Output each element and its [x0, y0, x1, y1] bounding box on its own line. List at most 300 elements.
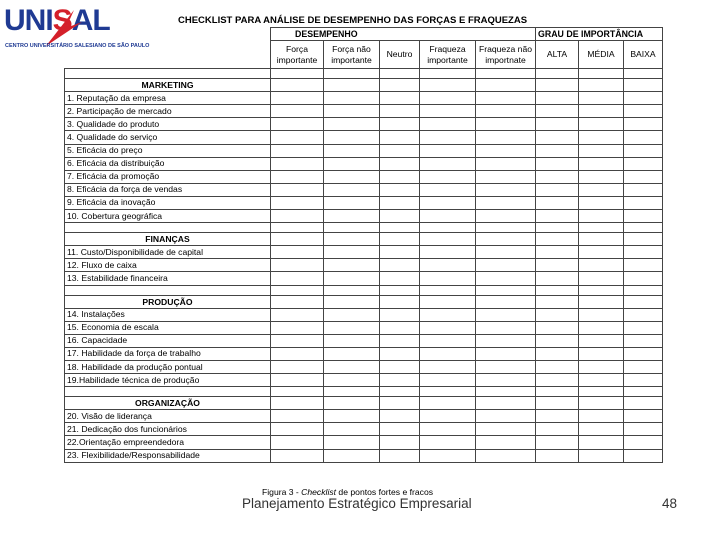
checklist-cell[interactable] — [624, 118, 663, 131]
checklist-cell[interactable] — [271, 79, 324, 92]
checklist-cell[interactable] — [380, 79, 420, 92]
checklist-cell[interactable] — [324, 360, 380, 373]
checklist-cell[interactable] — [271, 321, 324, 334]
table-row — [65, 118, 663, 131]
checklist-cell[interactable] — [579, 105, 624, 118]
checklist-cell[interactable] — [579, 436, 624, 449]
checklist-cell[interactable] — [624, 157, 663, 170]
table-row — [65, 210, 663, 223]
checklist-cell[interactable] — [420, 295, 476, 308]
checklist-cell[interactable] — [476, 92, 536, 105]
table-row — [65, 374, 663, 387]
checklist-cell[interactable] — [624, 295, 663, 308]
checklist-cell[interactable] — [420, 436, 476, 449]
checklist-cell[interactable] — [536, 144, 579, 157]
spacer-row — [65, 223, 663, 233]
checklist-cell[interactable] — [476, 144, 536, 157]
checklist-cell[interactable] — [536, 183, 579, 196]
checklist-cell[interactable] — [476, 397, 536, 410]
criterion-label: 13. Estabilidade financeira — [65, 272, 271, 285]
checklist-cell[interactable] — [324, 423, 380, 436]
checklist-cell[interactable] — [579, 92, 624, 105]
checklist-cell[interactable] — [420, 387, 476, 397]
checklist-cell[interactable] — [536, 308, 579, 321]
checklist-cell[interactable] — [536, 449, 579, 462]
checklist-cell[interactable] — [579, 374, 624, 387]
checklist-cell[interactable] — [476, 157, 536, 170]
checklist-cell[interactable] — [579, 183, 624, 196]
column-header: Fraqueza importante — [420, 41, 476, 69]
checklist-cell[interactable] — [579, 118, 624, 131]
checklist-cell[interactable] — [476, 210, 536, 223]
column-header: Força importante — [271, 41, 324, 69]
checklist-cell[interactable] — [380, 233, 420, 246]
checklist-cell[interactable] — [324, 246, 380, 259]
checklist-cell[interactable] — [476, 170, 536, 183]
checklist-cell[interactable] — [476, 79, 536, 92]
criterion-label: 18. Habilidade da produção pontual — [65, 360, 271, 373]
checklist-cell[interactable] — [420, 259, 476, 272]
checklist-cell[interactable] — [624, 410, 663, 423]
checklist-cell[interactable] — [271, 233, 324, 246]
checklist-cell[interactable] — [324, 233, 380, 246]
checklist-cell[interactable] — [271, 118, 324, 131]
criterion-label: 19.Habilidade técnica de produção — [65, 374, 271, 387]
checklist-cell[interactable] — [380, 360, 420, 373]
checklist-cell[interactable] — [420, 79, 476, 92]
checklist-cell[interactable] — [420, 92, 476, 105]
checklist-cell[interactable] — [624, 210, 663, 223]
section-title: FINANÇAS — [65, 233, 271, 246]
section-title: MARKETING — [65, 79, 271, 92]
checklist-cell[interactable] — [380, 92, 420, 105]
checklist-cell[interactable] — [324, 347, 380, 360]
checklist-cell[interactable] — [579, 410, 624, 423]
checklist-cell[interactable] — [579, 334, 624, 347]
checklist-cell[interactable] — [380, 295, 420, 308]
checklist-cell[interactable] — [420, 170, 476, 183]
checklist-cell[interactable] — [536, 374, 579, 387]
criterion-label: 8. Eficácia da força de vendas — [65, 183, 271, 196]
checklist-cell[interactable] — [579, 69, 624, 79]
checklist-cell[interactable] — [324, 118, 380, 131]
figure-caption: Figura 3 - Checklist de pontos fortes e fracos — [262, 487, 434, 497]
checklist-cell[interactable] — [380, 272, 420, 285]
table-row — [65, 92, 663, 105]
checklist-cell[interactable] — [579, 79, 624, 92]
checklist-cell[interactable] — [420, 272, 476, 285]
checklist-cell[interactable] — [271, 360, 324, 373]
table-row — [65, 423, 663, 436]
table-row — [65, 321, 663, 334]
checklist-cell[interactable] — [324, 387, 380, 397]
checklist-cell[interactable] — [65, 69, 271, 79]
checklist-cell[interactable] — [579, 285, 624, 295]
checklist-cell[interactable] — [324, 410, 380, 423]
checklist-cell[interactable] — [624, 79, 663, 92]
criterion-label: 14. Instalações — [65, 308, 271, 321]
checklist-cell[interactable] — [380, 105, 420, 118]
checklist-cell[interactable] — [380, 259, 420, 272]
checklist-cell[interactable] — [624, 347, 663, 360]
checklist-cell[interactable] — [380, 423, 420, 436]
checklist-cell[interactable] — [579, 157, 624, 170]
criterion-label: 4. Qualidade do serviço — [65, 131, 271, 144]
checklist-cell[interactable] — [624, 308, 663, 321]
checklist-cell[interactable] — [476, 374, 536, 387]
checklist-cell[interactable] — [476, 295, 536, 308]
column-header: Neutro — [380, 41, 420, 69]
checklist-cell[interactable] — [579, 347, 624, 360]
checklist-cell[interactable] — [624, 360, 663, 373]
criterion-label: 21. Dedicação dos funcionários — [65, 423, 271, 436]
checklist-cell[interactable] — [624, 105, 663, 118]
checklist-cell[interactable] — [271, 285, 324, 295]
checklist-cell[interactable] — [324, 183, 380, 196]
criterion-label: 3. Qualidade do produto — [65, 118, 271, 131]
checklist-cell[interactable] — [579, 387, 624, 397]
checklist-cell[interactable] — [271, 105, 324, 118]
checklist-cell[interactable] — [579, 321, 624, 334]
checklist-cell[interactable] — [579, 397, 624, 410]
checklist-cell[interactable] — [324, 92, 380, 105]
checklist-cell[interactable] — [271, 259, 324, 272]
checklist-cell[interactable] — [271, 423, 324, 436]
checklist-cell[interactable] — [420, 410, 476, 423]
checklist-cell[interactable] — [476, 246, 536, 259]
checklist-cell[interactable] — [536, 196, 579, 209]
checklist-cell[interactable] — [271, 210, 324, 223]
checklist-cell[interactable] — [536, 79, 579, 92]
header-row-2 — [65, 41, 663, 69]
criterion-label: 12. Fluxo de caixa — [65, 259, 271, 272]
checklist-cell[interactable] — [579, 196, 624, 209]
checklist-cell[interactable] — [579, 449, 624, 462]
checklist-cell[interactable] — [380, 321, 420, 334]
checklist-cell[interactable] — [420, 423, 476, 436]
checklist-cell[interactable] — [324, 196, 380, 209]
checklist-cell[interactable] — [271, 295, 324, 308]
checklist-cell[interactable] — [65, 223, 271, 233]
checklist-cell[interactable] — [380, 387, 420, 397]
checklist-cell[interactable] — [579, 308, 624, 321]
table-row — [65, 347, 663, 360]
checklist-cell[interactable] — [476, 436, 536, 449]
table-row — [65, 246, 663, 259]
checklist-cell[interactable] — [420, 69, 476, 79]
checklist-cell[interactable] — [536, 285, 579, 295]
checklist-cell[interactable] — [271, 246, 324, 259]
checklist-cell[interactable] — [624, 223, 663, 233]
checklist-cell[interactable] — [476, 308, 536, 321]
checklist-cell[interactable] — [271, 374, 324, 387]
checklist-cell[interactable] — [420, 131, 476, 144]
criterion-label: 17. Habilidade da força de trabalho — [65, 347, 271, 360]
checklist-cell[interactable] — [536, 233, 579, 246]
section-header-row — [65, 397, 663, 410]
table-row — [65, 196, 663, 209]
checklist-cell[interactable] — [476, 105, 536, 118]
checklist-cell[interactable] — [324, 285, 380, 295]
checklist-cell[interactable] — [476, 347, 536, 360]
checklist-cell[interactable] — [271, 69, 324, 79]
section-title: PRODUÇÃO — [65, 295, 271, 308]
checklist-cell[interactable] — [579, 360, 624, 373]
checklist-cell[interactable] — [420, 144, 476, 157]
checklist-cell[interactable] — [536, 259, 579, 272]
checklist-cell[interactable] — [420, 223, 476, 233]
checklist-cell[interactable] — [420, 397, 476, 410]
checklist-cell[interactable] — [624, 259, 663, 272]
checklist-cell[interactable] — [536, 105, 579, 118]
checklist-cell[interactable] — [380, 308, 420, 321]
checklist-cell[interactable] — [380, 170, 420, 183]
checklist-cell[interactable] — [536, 157, 579, 170]
checklist-cell[interactable] — [420, 157, 476, 170]
footer-title: Planejamento Estratégico Empresarial — [242, 496, 472, 511]
checklist-cell[interactable] — [536, 347, 579, 360]
checklist-cell[interactable] — [324, 321, 380, 334]
checklist-cell[interactable] — [65, 285, 271, 295]
checklist-cell[interactable] — [536, 423, 579, 436]
checklist-cell[interactable] — [380, 374, 420, 387]
page-number: 48 — [662, 496, 678, 511]
checklist-cell[interactable] — [380, 436, 420, 449]
checklist-cell[interactable] — [420, 210, 476, 223]
table-row — [65, 410, 663, 423]
checklist-cell[interactable] — [579, 423, 624, 436]
checklist-cell[interactable] — [271, 334, 324, 347]
checklist-cell[interactable] — [271, 449, 324, 462]
checklist-cell[interactable] — [536, 360, 579, 373]
checklist-cell[interactable] — [579, 272, 624, 285]
checklist-cell[interactable] — [324, 374, 380, 387]
checklist-cell[interactable] — [271, 131, 324, 144]
checklist-cell[interactable] — [624, 449, 663, 462]
table-row — [65, 105, 663, 118]
checklist-cell[interactable] — [536, 397, 579, 410]
column-header: MÉDIA — [579, 41, 624, 69]
checklist-cell[interactable] — [476, 118, 536, 131]
checklist-cell[interactable] — [324, 79, 380, 92]
checklist-cell[interactable] — [324, 436, 380, 449]
checklist-cell[interactable] — [624, 423, 663, 436]
checklist-cell[interactable] — [624, 144, 663, 157]
checklist-cell[interactable] — [536, 246, 579, 259]
checklist-cell[interactable] — [476, 449, 536, 462]
criterion-label: 23. Flexibilidade/Responsabilidade — [65, 449, 271, 462]
checklist-cell[interactable] — [324, 397, 380, 410]
checklist-cell[interactable] — [536, 170, 579, 183]
checklist-cell[interactable] — [420, 105, 476, 118]
checklist-cell[interactable] — [579, 170, 624, 183]
checklist-cell[interactable] — [380, 131, 420, 144]
checklist-cell[interactable] — [624, 436, 663, 449]
checklist-cell[interactable] — [624, 69, 663, 79]
logo-subtitle: CENTRO UNIVERSITÁRIO SALESIANO DE SÃO PAULO — [5, 43, 150, 49]
checklist-cell[interactable] — [271, 183, 324, 196]
checklist-cell[interactable] — [624, 334, 663, 347]
checklist-cell[interactable] — [324, 210, 380, 223]
checklist-cell[interactable] — [380, 223, 420, 233]
checklist-cell[interactable] — [380, 334, 420, 347]
checklist-cell[interactable] — [380, 69, 420, 79]
checklist-cell[interactable] — [324, 157, 380, 170]
checklist-cell[interactable] — [271, 410, 324, 423]
checklist-cell[interactable] — [476, 233, 536, 246]
checklist-cell[interactable] — [271, 144, 324, 157]
checklist-cell[interactable] — [380, 397, 420, 410]
table-row — [65, 157, 663, 170]
checklist-cell[interactable] — [271, 347, 324, 360]
checklist-cell[interactable] — [324, 69, 380, 79]
column-header: ALTA — [536, 41, 579, 69]
checklist-cell[interactable] — [579, 295, 624, 308]
checklist-cell[interactable] — [476, 259, 536, 272]
checklist-cell[interactable] — [476, 423, 536, 436]
desempenho-header: DESEMPENHO — [271, 28, 536, 41]
checklist-cell[interactable] — [271, 170, 324, 183]
checklist-cell[interactable] — [324, 334, 380, 347]
checklist-cell[interactable] — [420, 321, 476, 334]
checklist-cell[interactable] — [476, 131, 536, 144]
checklist-cell[interactable] — [536, 223, 579, 233]
checklist-cell[interactable] — [624, 196, 663, 209]
checklist-cell[interactable] — [380, 144, 420, 157]
checklist-cell[interactable] — [476, 196, 536, 209]
checklist-cell[interactable] — [271, 92, 324, 105]
checklist-cell[interactable] — [420, 374, 476, 387]
checklist-cell[interactable] — [271, 272, 324, 285]
checklist-cell[interactable] — [380, 210, 420, 223]
checklist-cell[interactable] — [420, 246, 476, 259]
checklist-cell[interactable] — [271, 223, 324, 233]
checklist-cell[interactable] — [536, 321, 579, 334]
section-title: ORGANIZAÇÃO — [65, 397, 271, 410]
checklist-cell[interactable] — [271, 436, 324, 449]
checklist-cell[interactable] — [476, 223, 536, 233]
checklist-cell[interactable] — [536, 410, 579, 423]
checklist-cell[interactable] — [271, 387, 324, 397]
checklist-cell[interactable] — [420, 196, 476, 209]
checklist-cell[interactable] — [476, 410, 536, 423]
checklist-table — [64, 27, 663, 463]
checklist-cell[interactable] — [420, 449, 476, 462]
checklist-cell[interactable] — [624, 183, 663, 196]
checklist-cell[interactable] — [420, 360, 476, 373]
checklist-cell[interactable] — [380, 246, 420, 259]
checklist-cell[interactable] — [536, 295, 579, 308]
section-header-row — [65, 79, 663, 92]
checklist-cell[interactable] — [476, 334, 536, 347]
checklist-cell[interactable] — [536, 436, 579, 449]
checklist-cell[interactable] — [476, 183, 536, 196]
checklist-cell[interactable] — [624, 246, 663, 259]
checklist-cell[interactable] — [420, 118, 476, 131]
checklist-cell[interactable] — [536, 334, 579, 347]
checklist-cell[interactable] — [536, 210, 579, 223]
checklist-cell[interactable] — [536, 131, 579, 144]
section-header-row — [65, 233, 663, 246]
column-header: Fraqueza não importnate — [476, 41, 536, 69]
checklist-cell[interactable] — [380, 118, 420, 131]
checklist-cell[interactable] — [420, 233, 476, 246]
checklist-cell[interactable] — [380, 347, 420, 360]
checklist-cell[interactable] — [324, 272, 380, 285]
checklist-cell[interactable] — [380, 157, 420, 170]
checklist-cell[interactable] — [624, 285, 663, 295]
checklist-cell[interactable] — [579, 259, 624, 272]
checklist-cell[interactable] — [324, 449, 380, 462]
checklist-cell[interactable] — [536, 387, 579, 397]
checklist-cell[interactable] — [476, 360, 536, 373]
checklist-cell[interactable] — [324, 131, 380, 144]
checklist-cell[interactable] — [324, 144, 380, 157]
checklist-cell[interactable] — [579, 131, 624, 144]
checklist-cell[interactable] — [624, 387, 663, 397]
checklist-cell[interactable] — [380, 410, 420, 423]
checklist-cell[interactable] — [271, 157, 324, 170]
column-header: Força não importante — [324, 41, 380, 69]
checklist-cell[interactable] — [65, 387, 271, 397]
checklist-cell[interactable] — [324, 259, 380, 272]
checklist-cell[interactable] — [380, 183, 420, 196]
checklist-cell[interactable] — [536, 118, 579, 131]
checklist-cell[interactable] — [324, 105, 380, 118]
criterion-label: 15. Economia de escala — [65, 321, 271, 334]
checklist-cell[interactable] — [380, 196, 420, 209]
checklist-cell[interactable] — [579, 144, 624, 157]
checklist-cell[interactable] — [624, 131, 663, 144]
checklist-cell[interactable] — [624, 321, 663, 334]
checklist-cell[interactable] — [624, 374, 663, 387]
checklist-cell[interactable] — [579, 223, 624, 233]
checklist-cell[interactable] — [624, 92, 663, 105]
checklist-cell[interactable] — [624, 397, 663, 410]
checklist-cell[interactable] — [324, 308, 380, 321]
checklist-cell[interactable] — [420, 285, 476, 295]
checklist-cell[interactable] — [324, 295, 380, 308]
checklist-cell[interactable] — [271, 308, 324, 321]
checklist-cell[interactable] — [420, 183, 476, 196]
checklist-cell[interactable] — [579, 210, 624, 223]
checklist-cell[interactable] — [271, 397, 324, 410]
spacer-row — [65, 69, 663, 79]
checklist-cell[interactable] — [476, 321, 536, 334]
checklist-cell[interactable] — [271, 196, 324, 209]
checklist-cell[interactable] — [624, 233, 663, 246]
checklist-cell[interactable] — [624, 272, 663, 285]
checklist-cell[interactable] — [380, 285, 420, 295]
checklist-cell[interactable] — [324, 170, 380, 183]
checklist-cell[interactable] — [579, 233, 624, 246]
checklist-cell[interactable] — [476, 387, 536, 397]
checklist-cell[interactable] — [476, 285, 536, 295]
checklist-cell[interactable] — [324, 223, 380, 233]
checklist-cell[interactable] — [579, 246, 624, 259]
checklist-cell[interactable] — [420, 334, 476, 347]
checklist-cell[interactable] — [536, 272, 579, 285]
checklist-cell[interactable] — [536, 92, 579, 105]
checklist-cell[interactable] — [476, 69, 536, 79]
criterion-label: 6. Eficácia da distribuição — [65, 157, 271, 170]
checklist-cell[interactable] — [476, 272, 536, 285]
checklist-cell[interactable] — [420, 347, 476, 360]
checklist-cell[interactable] — [420, 308, 476, 321]
checklist-cell[interactable] — [624, 170, 663, 183]
checklist-cell[interactable] — [536, 69, 579, 79]
checklist-cell[interactable] — [380, 449, 420, 462]
